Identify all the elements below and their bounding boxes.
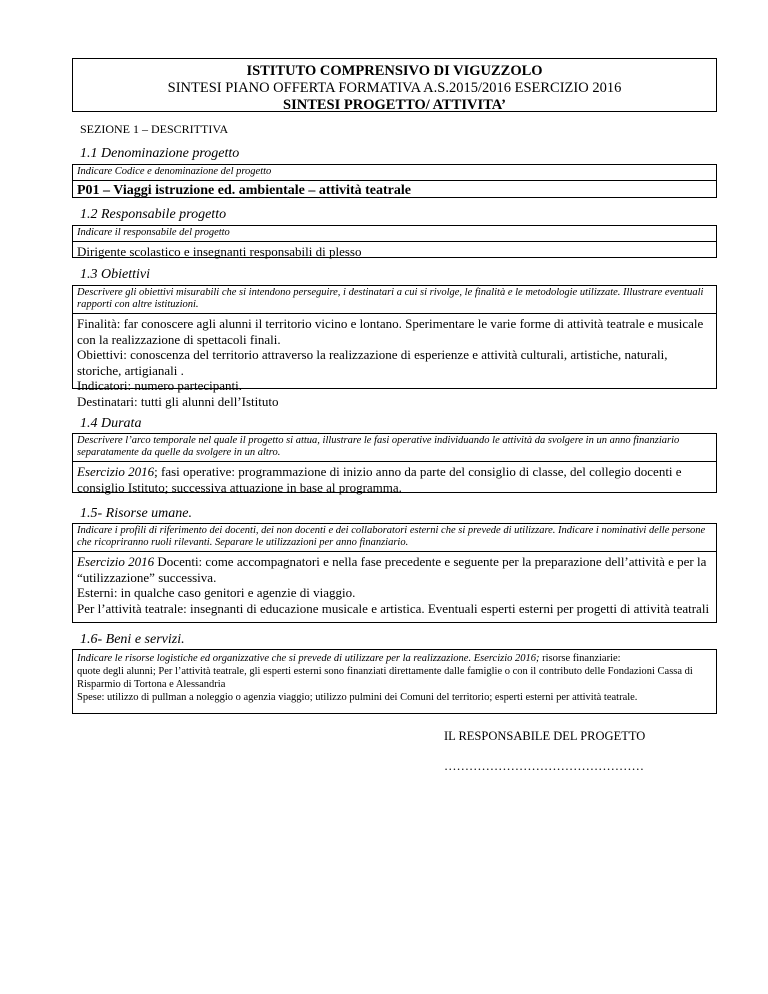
objectives-text — [73, 314, 716, 411]
goods-services-hint-line — [77, 652, 712, 665]
human-resources-lead: Esercizio 2016 — [77, 554, 155, 569]
section-1-3-title: 1.3 Obiettivi — [80, 267, 150, 282]
human-resources-line: Esterni: in qualche caso genitori e agenzie di viaggio. — [77, 585, 356, 600]
section-1-6-title: 1.6- Beni e servizi. — [80, 632, 185, 647]
section-1-6-hint-tail: risorse finanziarie: — [539, 653, 621, 664]
goods-services-line: Spese: utilizzo di pullman a noleggio o agenzia viaggio; utilizzo pulmini dei Comuni del territorio; esperti esterni per attività teatrale. — [77, 692, 638, 703]
section-label: SEZIONE 1 – DESCRITTIVA — [80, 122, 229, 136]
duration-lead: Esercizio 2016 — [77, 464, 155, 479]
human-resources-text — [73, 552, 716, 618]
section-1-4-hint: Descrivere l’arco temporale nel quale il progetto si attua, illustrare le fasi operative individuando le attività da svolgere in un anno finanziario separatamente da quelle da svolgere in un altro. — [73, 434, 716, 462]
project-name: P01 – Viaggi istruzione ed. ambientale – attività teatrale — [77, 183, 411, 198]
signature-line: ………………………………………… — [444, 759, 644, 773]
duration-text — [73, 462, 716, 497]
goods-services-line: quote degli alunni; Per l’attività teatrale, gli esperti esterni sono finanziati direttamente dalle famiglie o con il contributo delle Fondazioni Cassa di Risparmio di Tortona e Alessandria — [77, 666, 693, 690]
section-1-2-box — [72, 225, 717, 258]
section-1-1-title: 1.1 Denominazione progetto — [80, 146, 240, 161]
section-1-5-hint: Indicare i profili di riferimento dei docenti, dei non docenti e dei collaboratori esterni che si prevede di utilizzare. Indicare i nominativi delle persone che ricopriranno ruoli rilevanti. Separare le utilizzazioni per anno finanziario. — [73, 524, 716, 552]
school-name: ISTITUTO COMPRENSIVO DI VIGUZZOLO — [246, 63, 543, 79]
objectives-line: Indicatori: numero partecipanti. — [77, 378, 242, 393]
section-1-1-box — [72, 164, 717, 198]
section-1-5-box — [72, 523, 717, 623]
project-manager: Dirigente scolastico e insegnanti responsabili di plesso — [77, 244, 362, 259]
plan-title: SINTESI PIANO OFFERTA FORMATIVA A.S.2015/2016 ESERCIZIO 2016 — [167, 80, 622, 96]
section-1-6-hint: Indicare le risorse logistiche ed organizzative che si prevede di utilizzare per la realizzazione. Esercizio 2016; — [77, 653, 540, 664]
project-summary-title: SINTESI PROGETTO/ ATTIVITA’ — [283, 97, 506, 113]
section-1-3-box — [72, 285, 717, 409]
human-resources-line: Per l’attività teatrale: insegnanti di educazione musicale e artistica. Eventuali esperti esterni per progetti di attività teatrali — [77, 600, 710, 616]
human-resources-line — [77, 554, 712, 585]
section-1-4-box — [72, 433, 717, 493]
section-1-5-title: 1.5- Risorse umane. — [80, 506, 192, 521]
goods-services-text — [73, 650, 716, 706]
duration-value: ; fasi operative: programmazione di inizio anno da parte del consiglio di classe, del collegio docenti e consiglio Istituto; successiva attuazione in base al programma. — [77, 464, 682, 495]
section-1-3-hint: Descrivere gli obiettivi misurabili che si intendono perseguire, i destinatari a cui si rivolge, le finalità e le metodologie utilizzate. Illustrare eventuali rapporti con altre istituzioni. — [73, 286, 716, 314]
objectives-line: Finalità: far conoscere agli alunni il territorio vicino e lontano. Sperimentare le varie forme di attività teatrale e musicale con la realizzazione di spettacoli finali. — [77, 316, 704, 347]
section-1-6-box — [72, 649, 717, 714]
section-1-2-hint: Indicare il responsabile del progetto — [73, 226, 716, 242]
section-1-2-title: 1.2 Responsabile progetto — [80, 207, 227, 222]
objectives-line: Obiettivi: conoscenza del territorio attraverso la realizzazione di esperienze e attività culturali, artistiche, naturali, storiche, artigianali . — [77, 347, 668, 378]
section-1-1-hint: Indicare Codice e denominazione del progetto — [73, 165, 716, 181]
objectives-line: Destinatari: tutti gli alunni dell’Istituto — [77, 393, 279, 409]
section-1-4-title: 1.4 Durata — [80, 416, 142, 431]
signature-label: IL RESPONSABILE DEL PROGETTO — [444, 729, 646, 743]
document-header — [72, 58, 717, 112]
human-resources-first: Docenti: come accompagnatori e nella fase precedente e seguente per la preparazione dell’attività e per la “utilizzazione” successiva. — [77, 554, 707, 585]
